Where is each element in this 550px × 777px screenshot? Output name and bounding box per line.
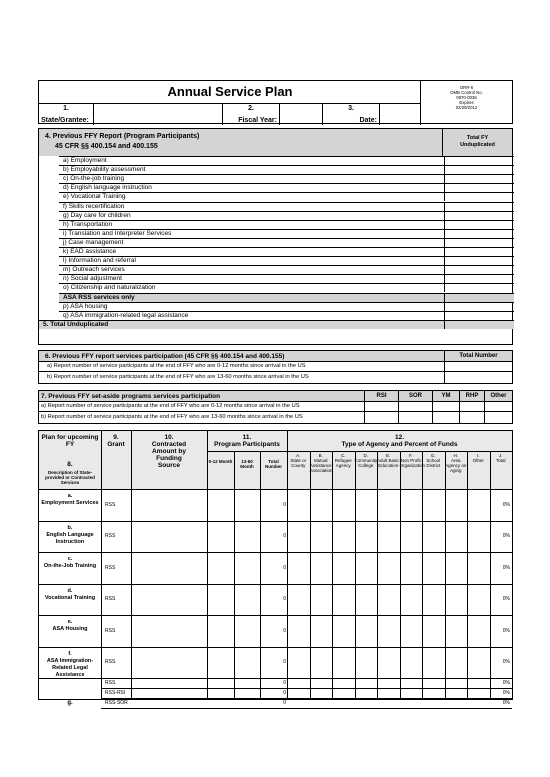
section-4-row (39, 229, 514, 238)
grant-cell: RSS (105, 596, 116, 603)
service-row-name: e. ASA Housing (52, 619, 88, 632)
section-4-row-value[interactable] (444, 293, 514, 302)
agency-col-header: A. State or County (290, 453, 307, 468)
grant-cell: RSS-SOR (105, 700, 128, 706)
section-4-row-value[interactable] (444, 238, 514, 247)
section-4-row (39, 311, 514, 320)
plan-upcoming-header: Plan for upcoming FY (41, 434, 99, 448)
section-4-row-label: l) Information and referral (59, 256, 444, 265)
total-cell: 0 (283, 627, 286, 634)
total-cell: 0 (283, 564, 286, 571)
agency-col-header: B. Mutual Assistance Association (309, 453, 333, 473)
section-4-row-value[interactable] (444, 183, 514, 192)
agency-col-header: J. Total (495, 453, 506, 463)
agency-col-header: C. Refugee Agency (334, 453, 352, 468)
grant-cell: RSS (105, 627, 116, 634)
section-6-participation (38, 350, 513, 384)
section-6-row-b: b) Report number of service participants at the end of FFY who are 13-60 months since arrival in the US (47, 374, 309, 380)
total-cell: 0 (283, 533, 286, 540)
section-4-row (39, 293, 514, 302)
section-4-row-value[interactable] (444, 220, 514, 229)
section-4-row (39, 238, 514, 247)
section-4-row-label: c) On-the-job training (59, 174, 444, 183)
state-grantee-field[interactable] (93, 104, 223, 125)
section-4-row (39, 202, 514, 211)
section-4-row (39, 283, 514, 292)
omb-line: OMB Control No. (450, 90, 483, 95)
section-4-row-value[interactable] (444, 311, 514, 320)
section-4-row (39, 247, 514, 256)
total-cell: 0 (283, 596, 286, 603)
section-4-row-label: p) ASA housing (59, 302, 444, 311)
section-4-row-label: k) EAD assistance (59, 247, 444, 256)
participants-subheader: 0-12 Month (208, 459, 233, 464)
participants-subheader: Total Number (264, 459, 282, 469)
section-4-row-label: b) Employability assessment (59, 165, 444, 174)
total-cell: 0 (283, 700, 286, 706)
section-7-row-a: a) Report number of service participants at the end of FFY who are 0-12 months since arrival in the US (39, 402, 512, 412)
total-cell: 0 (283, 690, 286, 696)
state-grantee-label: 1. State/Grantee: (41, 105, 89, 124)
section-4-row-label: m) Outreach services (59, 265, 444, 274)
section-6-value-b[interactable] (444, 372, 512, 383)
total-cell: 0 (283, 680, 286, 686)
section-4-row-label: d) English language instruction (59, 183, 444, 192)
section-4-row-value[interactable] (444, 283, 514, 292)
percent-cell: 0% (502, 564, 510, 571)
percent-cell: 0% (502, 596, 510, 603)
service-row-name: f. ASA Immigration-Related Legal Assistance (46, 650, 94, 678)
grant-cell: RSS-RSI (105, 690, 126, 696)
section-4-row-value[interactable] (444, 192, 514, 201)
section-4-total-label: 5. Total Unduplicated (39, 320, 444, 329)
section-4-total-value[interactable] (444, 320, 514, 329)
section-4-row-value[interactable] (444, 211, 514, 220)
service-row-name: b. English Language Instruction (46, 524, 94, 545)
section-4-row (39, 302, 514, 311)
section-4-row-value[interactable] (444, 265, 514, 274)
grant-header: 9. Grant (107, 434, 125, 448)
plan-header (38, 80, 513, 124)
section-4-row (39, 274, 514, 283)
agency-type-header: 12. Type of Agency and Percent of Funds (341, 434, 458, 448)
section-4-row-value[interactable] (444, 156, 514, 165)
section-4-row (39, 256, 514, 265)
service-row-name: a. Employment Services (41, 493, 99, 506)
section-6-row-a: a) Report number of service participants at the end of FFY who are 0-12 months since arrival in the US (39, 362, 444, 372)
section-7-set-aside (38, 390, 513, 424)
section-4-row-value[interactable] (444, 274, 514, 283)
total-cell: 0 (283, 501, 286, 508)
section-4-total-row (39, 320, 514, 329)
service-row-name: d. Vocational Training (44, 587, 96, 601)
agency-col-header: E. Adult Basic Education (377, 453, 400, 468)
section-4-row (39, 220, 514, 229)
section-4-row-value[interactable] (444, 202, 514, 211)
service-row-name: c. On-the-Job Training (43, 556, 97, 569)
fiscal-year-field[interactable] (279, 104, 323, 125)
participants-subheader: 13-60 Month (240, 459, 254, 469)
section-4-total-header: Total FY Unduplicated (442, 129, 512, 156)
section-4-previous-report (38, 128, 513, 345)
section-7-col-header: RSI (364, 391, 398, 402)
section-4-row-label: f) Skills recertification (59, 202, 444, 211)
section-6-title: 6. Previous FFY report services participation (45 CFR §§ 400.154 and 400.155) (39, 351, 444, 362)
omb-line: 02/29/2012 (455, 105, 478, 110)
percent-cell: 0% (502, 501, 510, 508)
percent-cell: 0% (502, 533, 510, 540)
contracted-amount-header: 10. Contracted Amount by Funding Source (151, 434, 187, 469)
section-7-col-header: SOR (398, 391, 432, 402)
omb-line: 0970-0036 (456, 95, 477, 100)
section-4-row (39, 165, 514, 174)
agency-col-header: F. Non Profit Organization (399, 453, 426, 468)
section-4-title: 4. Previous FFY Report (Program Participants) 45 CFR §§ 400.154 and 400.155 (39, 129, 444, 156)
section-7-title: 7. Previous FFY set-aside programs services participation (39, 391, 512, 402)
section-4-row (39, 174, 514, 183)
section-4-row (39, 265, 514, 274)
section-4-row-value[interactable] (444, 174, 514, 183)
grant-cell: RSS (105, 533, 116, 540)
percent-cell: 0% (502, 627, 510, 634)
grant-cell: RSS (105, 501, 116, 508)
section-4-row (39, 156, 514, 165)
section-6-value-a[interactable] (444, 362, 512, 372)
service-plan-table (38, 430, 513, 706)
section-4-row-value[interactable] (444, 256, 514, 265)
section-4-row-label: a) Employment (59, 156, 444, 165)
description-header: 8. Description of State-provided or Contracted Services (45, 461, 95, 485)
grant-cell: RSS (105, 680, 116, 686)
section-4-row-value[interactable] (444, 247, 514, 256)
percent-cell: 0% (502, 680, 510, 686)
date-field[interactable] (379, 104, 421, 125)
date-label: 3. Date: (348, 105, 377, 124)
section-4-row-label: h) Transportation (59, 220, 444, 229)
percent-cell: 0% (502, 690, 510, 696)
agency-col-header: H. Area Agency on Aging (445, 453, 467, 473)
grant-cell: RSS (105, 564, 116, 571)
percent-cell: 0% (502, 659, 510, 666)
omb-info (420, 81, 512, 125)
section-4-row (39, 211, 514, 220)
section-4-row (39, 192, 514, 201)
percent-cell: 0% (502, 700, 510, 706)
section-7-col-header: YM (432, 391, 459, 402)
section-6-total-header: Total Number (444, 351, 512, 362)
participants-header: 11. Program Participants (214, 434, 280, 448)
service-row-g-label: g. (67, 700, 73, 706)
section-4-row-label: o) Citizenship and naturalization (59, 283, 444, 292)
grant-cell: RSS (105, 659, 116, 666)
section-7-col-header: Other (484, 391, 512, 402)
section-4-row (39, 183, 514, 192)
section-4-row-label: q) ASA immigration-related legal assistance (59, 311, 444, 320)
section-4-row-value[interactable] (444, 302, 514, 311)
section-4-row-label: g) Day care for children (59, 211, 444, 220)
section-4-row-label: i) Translation and Interpreter Services (59, 229, 444, 238)
section-4-row-label: n) Social adjustment (59, 274, 444, 283)
section-7-col-header: RHP (459, 391, 484, 402)
section-4-row-label: e) Vocational Training (59, 192, 444, 201)
agency-col-header: I. Other (472, 453, 484, 463)
section-4-row-value[interactable] (444, 229, 514, 238)
form-title: Annual Service Plan (167, 84, 293, 99)
agency-col-header: G. School District (426, 453, 441, 468)
section-4-row-value[interactable] (444, 165, 514, 174)
agency-col-header: D. Community College (354, 453, 378, 468)
total-cell: 0 (283, 659, 286, 666)
section-7-row-b: b) Report number of service participants at the end of FFY who are 13-60 months since arrival in the US (41, 414, 303, 420)
section-4-row-label: ASA RSS services only (59, 293, 444, 302)
omb-line: Expires (459, 100, 474, 105)
fiscal-year-label: 2. Fiscal Year: (238, 105, 277, 124)
section-4-row-label: j) Case management (59, 238, 444, 247)
omb-line: ORR-6 (459, 85, 474, 90)
